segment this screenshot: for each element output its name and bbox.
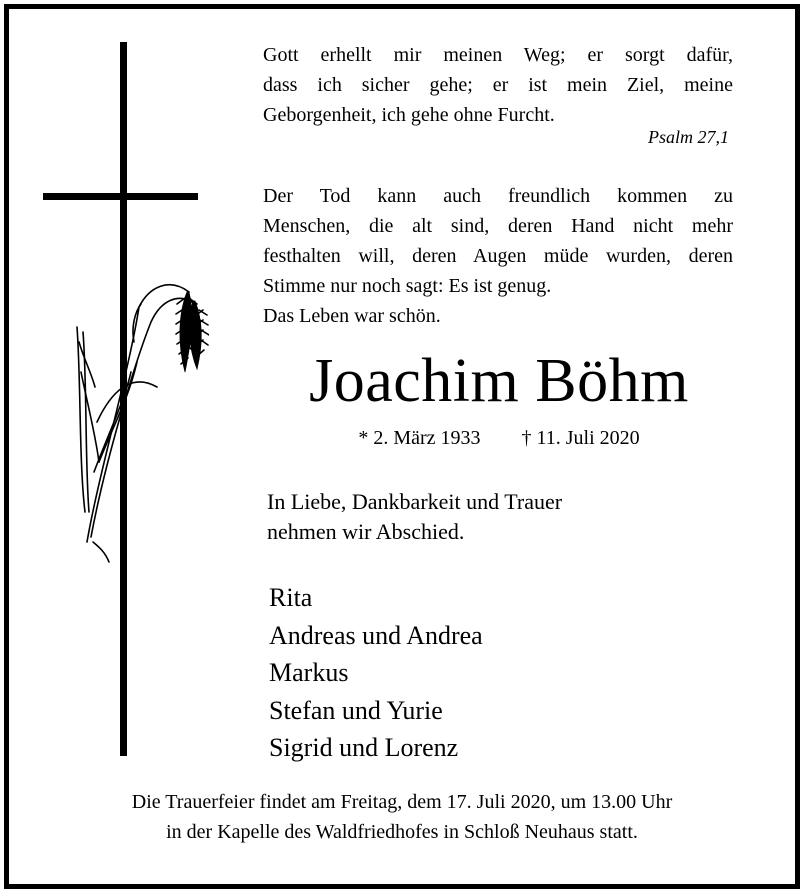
poem-line: Menschen, die alt sind, deren Hand nicht mehr <box>263 215 733 237</box>
poem-line: Der Tod kann auch freundlich kommen zu <box>263 185 733 207</box>
farewell-line: In Liebe, Dankbarkeit und Trauer <box>267 489 563 514</box>
service-info <box>9 787 795 847</box>
service-line: Die Trauerfeier findet am Freitag, dem 17. Juli 2020, um 13.00 Uhr <box>131 791 673 813</box>
verse-source: Psalm 27,1 <box>648 127 729 147</box>
poem <box>263 181 733 331</box>
family-member: Markus <box>269 658 349 687</box>
cross-horizontal-beam <box>43 193 198 200</box>
poem-line: festhalten will, deren Augen müde wurden, deren <box>263 245 733 267</box>
obituary-border <box>4 4 800 889</box>
cross-with-wheat-icon <box>39 42 209 762</box>
psalm-verse <box>263 40 733 130</box>
farewell-line: nehmen wir Abschied. <box>267 519 465 544</box>
verse-line: dass ich sicher gehe; er ist mein Ziel, meine <box>263 74 733 96</box>
family-member: Sigrid und Lorenz <box>269 733 459 762</box>
birth-date: * 2. März 1933 <box>358 427 481 449</box>
life-dates <box>259 427 739 450</box>
wheat-icon <box>77 285 209 562</box>
farewell-message <box>267 487 687 547</box>
family-member: Stefan und Yurie <box>269 695 443 725</box>
obituary-notice <box>9 9 795 884</box>
verse-line: Geborgenheit, ich gehe ohne Furcht. <box>263 104 555 126</box>
poem-line: Das Leben war schön. <box>263 305 441 327</box>
service-line: in der Kapelle des Waldfriedhofes in Schloß Neuhaus statt. <box>166 821 638 843</box>
verse-line: Gott erhellt mir meinen Weg; er sorgt dafür, <box>263 44 733 66</box>
family-member: Andreas und Andrea <box>269 620 483 650</box>
death-date: † 11. Juli 2020 <box>521 427 640 449</box>
family-member: Rita <box>269 583 313 612</box>
family-list <box>269 579 689 767</box>
poem-line: Stimme nur noch sagt: Es ist genug. <box>263 275 552 297</box>
deceased-name: Joachim Böhm <box>309 347 689 415</box>
